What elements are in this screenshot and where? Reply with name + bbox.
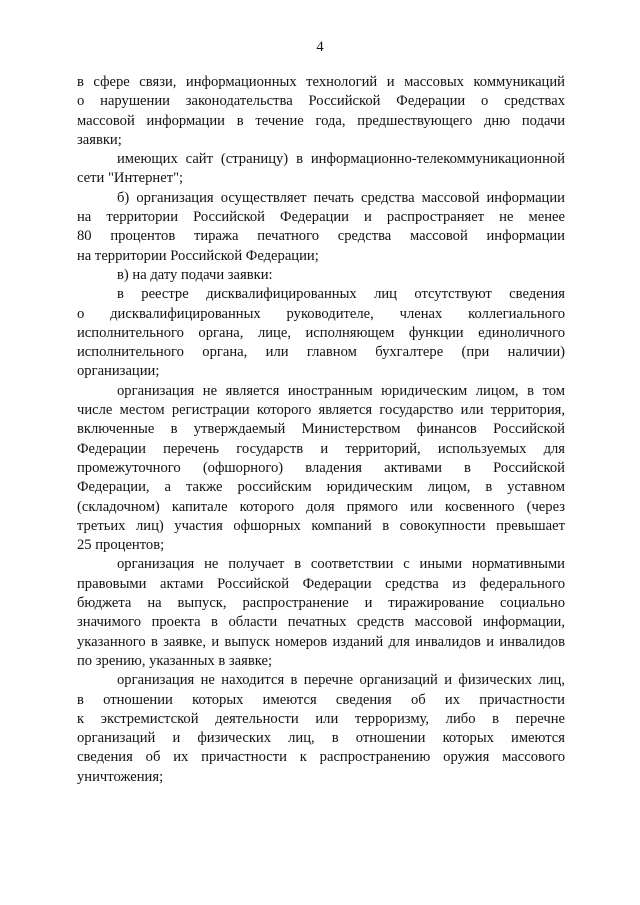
page-number: 4 (316, 39, 324, 55)
text-line: в сфере связи, информационных технологий и массовых коммуникаций (77, 74, 565, 90)
text-line: организация не получает в соответствии с иными нормативными (117, 556, 565, 573)
paragraph (77, 671, 565, 787)
text-line: промежуточного (офшорного) владения активами в Российской (77, 459, 565, 476)
text-line: Федерации перечень государств и территорий, используемых для (77, 440, 565, 457)
text-line: указанного в заявке, и выпуск номеров изданий для инвалидов и инвалидов (77, 633, 565, 650)
text-line: имеющих сайт (страницу) в информационно-телекоммуникационной (117, 151, 565, 168)
text-line: (складочном) капитале которого доля прямого или косвенного (через (77, 498, 565, 515)
text-line: значимого проекта в области печатных средств массовой информации, (77, 614, 565, 631)
text-line: исполнительного органа, лице, исполняющем функции единоличного (77, 324, 565, 341)
text-line: в реестре дисквалифицированных лиц отсутствуют сведения (117, 286, 565, 303)
text-line: третьих лиц) участия офшорных компаний в совокупности превышает (77, 517, 565, 534)
text-line: включенные в утверждаемый Министерством финансов Российской (77, 421, 565, 438)
text-line: о нарушении законодательства Российской Федерации о средствах (77, 93, 565, 110)
text-line: б) организация осуществляет печать средства массовой информации (117, 189, 565, 206)
text-line: по зрению, указанных в заявке; (77, 652, 273, 669)
document-body (77, 73, 565, 787)
text-line: заявки; (77, 131, 122, 148)
text-line: организаций и физических лиц, в отношении которых имеются (77, 730, 565, 747)
text-line: правовыми актами Российской Федерации средства из федерального (77, 575, 565, 592)
text-line: на территории Российской Федерации; (77, 247, 319, 264)
text-line: уничтожения; (77, 768, 164, 785)
paragraph (77, 73, 565, 150)
paragraph (77, 382, 565, 556)
text-line: 25 процентов; (77, 537, 165, 554)
text-line: 80 процентов тиража печатного средства массовой информации (77, 228, 565, 245)
text-line: числе местом регистрации которого является государство или территория, (77, 402, 565, 419)
text-line: Федерации, а также российским юридическим лицом, в уставном (77, 479, 565, 496)
text-line: бюджета на выпуск, распространение и тиражирование социально (77, 595, 565, 612)
text-line: в) на дату подачи заявки: (117, 266, 273, 283)
text-line: сведения об их причастности к распространению оружия массового (77, 749, 565, 766)
text-line: о дисквалифицированных руководителе, членах коллегиального (77, 305, 565, 322)
text-line: организация не находится в перечне организаций и физических лиц, (117, 672, 565, 689)
text-line: организация не является иностранным юридическим лицом, в том (117, 382, 565, 399)
paragraph (77, 266, 565, 285)
text-line: массовой информации в течение года, предшествующего дню подачи (77, 112, 565, 129)
text-line: исполнительного органа, или главном бухгалтере (при наличии) (77, 344, 565, 361)
text-line: сети "Интернет"; (77, 170, 184, 187)
paragraph (77, 150, 565, 189)
paragraph (77, 555, 565, 671)
text-line: к экстремистской деятельности или терроризму, либо в перечне (77, 710, 565, 727)
text-line: организации; (77, 363, 160, 380)
paragraph (77, 285, 565, 381)
text-line: на территории Российской Федерации и распространяет не менее (77, 209, 565, 226)
paragraph (77, 189, 565, 266)
text-line: в отношении которых имеются сведения об их причастности (77, 691, 565, 708)
